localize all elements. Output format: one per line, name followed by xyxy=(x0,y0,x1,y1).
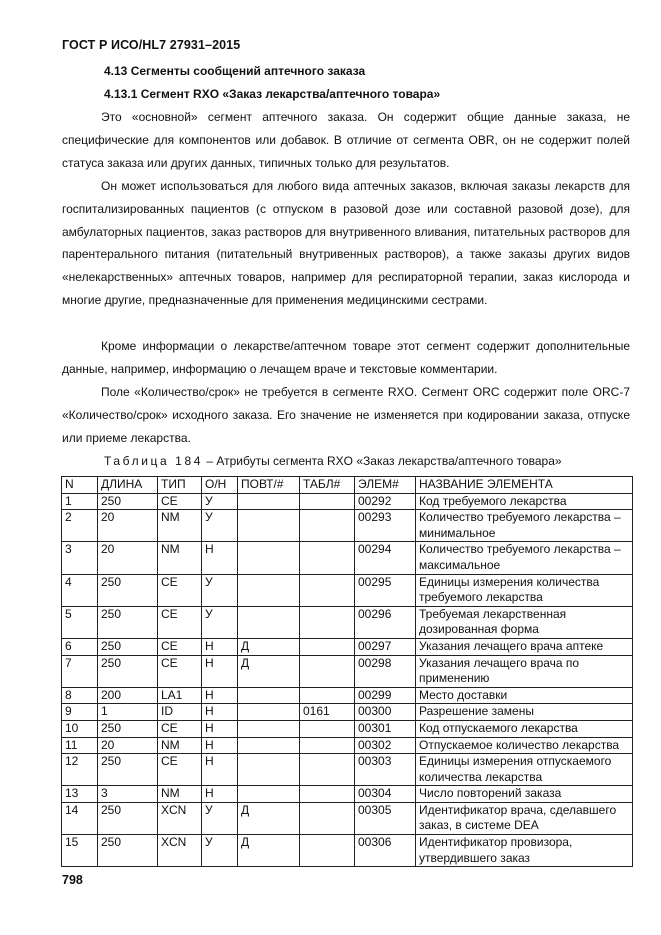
table-cell: Н xyxy=(202,786,238,803)
table-cell: 250 xyxy=(98,638,158,655)
table-cell: 250 xyxy=(98,802,158,834)
table-cell: 00295 xyxy=(355,574,416,606)
table-cell: 20 xyxy=(98,737,158,754)
table-cell: CE xyxy=(158,606,202,638)
table-row xyxy=(62,737,633,754)
table-cell: CE xyxy=(158,655,202,687)
table-cell: Н xyxy=(202,655,238,687)
table-cell: 11 xyxy=(62,737,98,754)
column-header: ПОВТ/# xyxy=(238,477,300,494)
table-cell: NM xyxy=(158,737,202,754)
column-header: ДЛИНА xyxy=(98,477,158,494)
table-cell xyxy=(300,720,355,737)
table-cell: 250 xyxy=(98,655,158,687)
table-cell: 7 xyxy=(62,655,98,687)
table-cell xyxy=(238,493,300,510)
table-cell: 4 xyxy=(62,574,98,606)
table-cell: Разрешение замены xyxy=(416,704,633,721)
table-cell: XCN xyxy=(158,802,202,834)
table-row xyxy=(62,786,633,803)
table-cell: NM xyxy=(158,786,202,803)
table-cell: Д xyxy=(238,638,300,655)
table-row xyxy=(62,638,633,655)
table-cell: 1 xyxy=(98,704,158,721)
table-cell xyxy=(300,687,355,704)
table-cell: Д xyxy=(238,802,300,834)
table-cell: Н xyxy=(202,687,238,704)
table-cell: 00293 xyxy=(355,510,416,542)
page-number: 798 xyxy=(62,873,83,887)
table-cell: Д xyxy=(238,835,300,867)
table-cell: 00304 xyxy=(355,786,416,803)
column-header: ТАБЛ# xyxy=(300,477,355,494)
table-caption-label: Таблица 184 xyxy=(104,454,204,468)
table-cell: Код отпускаемого лекарства xyxy=(416,720,633,737)
table-cell: Место доставки xyxy=(416,687,633,704)
table-cell xyxy=(238,737,300,754)
table-cell xyxy=(300,542,355,574)
table-cell: 5 xyxy=(62,606,98,638)
table-cell: У xyxy=(202,835,238,867)
table-cell xyxy=(238,542,300,574)
table-cell: 00298 xyxy=(355,655,416,687)
table-caption-text: – Атрибуты сегмента RXO «Заказ лекарства/аптечного товара» xyxy=(206,454,562,468)
table-cell: 00296 xyxy=(355,606,416,638)
table-cell: LA1 xyxy=(158,687,202,704)
table-cell: 9 xyxy=(62,704,98,721)
table-cell: 00297 xyxy=(355,638,416,655)
table-cell: 00301 xyxy=(355,720,416,737)
attributes-table xyxy=(61,476,633,867)
table-row xyxy=(62,802,633,834)
paragraph: Он может использоваться для любого вида аптечных заказов, включая заказы лекарств для госпитализированных пациентов (с отпуском в разовой дозе или составной разовой дозе), для амбулаторных пациентов, заказ растворов для внутривенного вливания, питательных растворов для парентерального питания (питательный внутривенных растворов), а также заказы других видов «нелекарственных» аптечных товаров, например для респираторной терапии, заказ кислорода и многие другие, предназначенные для применения медицинскими сестрами. xyxy=(62,179,630,307)
paragraph: Поле «Количество/срок» не требуется в сегменте RXO. Сегмент ORC содержит поле ORC-7 «Количество/срок» исходного заказа. Его значение не изменяется при кодировании заказа, отпуске или приеме лекарства. xyxy=(62,385,630,445)
section-title: 4.13 Сегменты сообщений аптечного заказа xyxy=(104,64,366,78)
table-cell xyxy=(238,510,300,542)
table-cell xyxy=(300,737,355,754)
table-body xyxy=(62,493,633,867)
paragraph: Кроме информации о лекарстве/аптечном товаре этот сегмент содержит дополнительные данные, например, информацию о лечащем враче и текстовые комментарии. xyxy=(62,339,630,376)
table-cell: 00294 xyxy=(355,542,416,574)
table-cell: 1 xyxy=(62,493,98,510)
table-cell: 00299 xyxy=(355,687,416,704)
table-cell xyxy=(238,786,300,803)
table-cell: CE xyxy=(158,754,202,786)
paragraph: Это «основной» сегмент аптечного заказа. Он содержит общие данные заказа, не специфические для компонентов или добавок. В отличие от сегмента OBR, он не содержит полей статуса заказа или других данных, типичных только для результатов. xyxy=(62,110,630,170)
table-row xyxy=(62,542,633,574)
table-cell xyxy=(300,606,355,638)
section-subtitle: 4.13.1 Сегмент RXO «Заказ лекарства/аптечного товара» xyxy=(104,87,441,101)
table-cell: 250 xyxy=(98,493,158,510)
table-cell: NM xyxy=(158,542,202,574)
table-cell xyxy=(300,655,355,687)
table-cell: 15 xyxy=(62,835,98,867)
table-cell: 10 xyxy=(62,720,98,737)
table-cell: 8 xyxy=(62,687,98,704)
table-cell: Н xyxy=(202,542,238,574)
table-cell: Н xyxy=(202,737,238,754)
table-caption xyxy=(104,454,562,468)
table-cell: CE xyxy=(158,720,202,737)
table-cell: Количество требуемого лекарства – максимальное xyxy=(416,542,633,574)
table-cell: CE xyxy=(158,638,202,655)
column-header: НАЗВАНИЕ ЭЛЕМЕНТА xyxy=(416,477,633,494)
table-row xyxy=(62,704,633,721)
table-cell: 00300 xyxy=(355,704,416,721)
table-cell: CE xyxy=(158,574,202,606)
table-row xyxy=(62,835,633,867)
table-cell: 00292 xyxy=(355,493,416,510)
table-cell: 12 xyxy=(62,754,98,786)
table-cell: 00305 xyxy=(355,802,416,834)
table-cell: Требуемая лекарственная дозированная форма xyxy=(416,606,633,638)
table-cell: 250 xyxy=(98,754,158,786)
table-cell xyxy=(238,720,300,737)
table-cell: Н xyxy=(202,754,238,786)
table-cell: Указания лечащего врача аптеке xyxy=(416,638,633,655)
table-cell: 00306 xyxy=(355,835,416,867)
table-cell: Идентификатор провизора, утвердившего заказ xyxy=(416,835,633,867)
table-cell: CE xyxy=(158,493,202,510)
table-row xyxy=(62,655,633,687)
table-cell xyxy=(300,638,355,655)
table-cell: Количество требуемого лекарства – минимальное xyxy=(416,510,633,542)
table-cell xyxy=(238,687,300,704)
table-cell: Единицы измерения отпускаемого количества лекарства xyxy=(416,754,633,786)
table-cell: NM xyxy=(158,510,202,542)
table-cell: 14 xyxy=(62,802,98,834)
table-cell xyxy=(238,754,300,786)
table-cell: Код требуемого лекарства xyxy=(416,493,633,510)
table-row xyxy=(62,606,633,638)
table-cell: У xyxy=(202,606,238,638)
table-row xyxy=(62,510,633,542)
table-row xyxy=(62,687,633,704)
table-cell: Отпускаемое количество лекарства xyxy=(416,737,633,754)
table-cell xyxy=(300,786,355,803)
table-row xyxy=(62,720,633,737)
table-cell: 13 xyxy=(62,786,98,803)
table-cell: Н xyxy=(202,704,238,721)
table-cell xyxy=(300,493,355,510)
table-cell: 20 xyxy=(98,542,158,574)
column-header: ТИП xyxy=(158,477,202,494)
table-cell xyxy=(300,574,355,606)
table-cell: У xyxy=(202,574,238,606)
table-cell: 250 xyxy=(98,574,158,606)
table-header-row xyxy=(62,477,633,494)
table-cell: 00302 xyxy=(355,737,416,754)
table-cell: Идентификатор врача, сделавшего заказ, в системе DEA xyxy=(416,802,633,834)
table-cell xyxy=(300,754,355,786)
table-cell: Н xyxy=(202,720,238,737)
table-cell: У xyxy=(202,493,238,510)
table-cell: У xyxy=(202,802,238,834)
table-cell: 20 xyxy=(98,510,158,542)
standard-header: ГОСТ Р ИСО/HL7 27931–2015 xyxy=(62,38,241,52)
table-cell: 00303 xyxy=(355,754,416,786)
table-cell xyxy=(238,606,300,638)
table-cell: 250 xyxy=(98,835,158,867)
column-header: ЭЛЕМ# xyxy=(355,477,416,494)
table-cell xyxy=(300,802,355,834)
table-cell: Указания лечащего врача по применению xyxy=(416,655,633,687)
table-cell: 3 xyxy=(98,786,158,803)
table-cell: 3 xyxy=(62,542,98,574)
table-row xyxy=(62,493,633,510)
table-row xyxy=(62,574,633,606)
table-cell: Единицы измерения количества требуемого лекарства xyxy=(416,574,633,606)
table-cell: 0161 xyxy=(300,704,355,721)
table-cell xyxy=(300,835,355,867)
column-header: N xyxy=(62,477,98,494)
table-cell: ID xyxy=(158,704,202,721)
table-cell xyxy=(238,704,300,721)
table-cell: Число повторений заказа xyxy=(416,786,633,803)
column-header: О/Н xyxy=(202,477,238,494)
table-cell xyxy=(238,574,300,606)
table-cell: Д xyxy=(238,655,300,687)
table-cell: 250 xyxy=(98,720,158,737)
table-cell: У xyxy=(202,510,238,542)
table-row xyxy=(62,754,633,786)
table-cell: XCN xyxy=(158,835,202,867)
table-cell: 250 xyxy=(98,606,158,638)
table-cell: 200 xyxy=(98,687,158,704)
table-cell: 6 xyxy=(62,638,98,655)
table-cell: 2 xyxy=(62,510,98,542)
table-cell xyxy=(300,510,355,542)
table-cell: Н xyxy=(202,638,238,655)
